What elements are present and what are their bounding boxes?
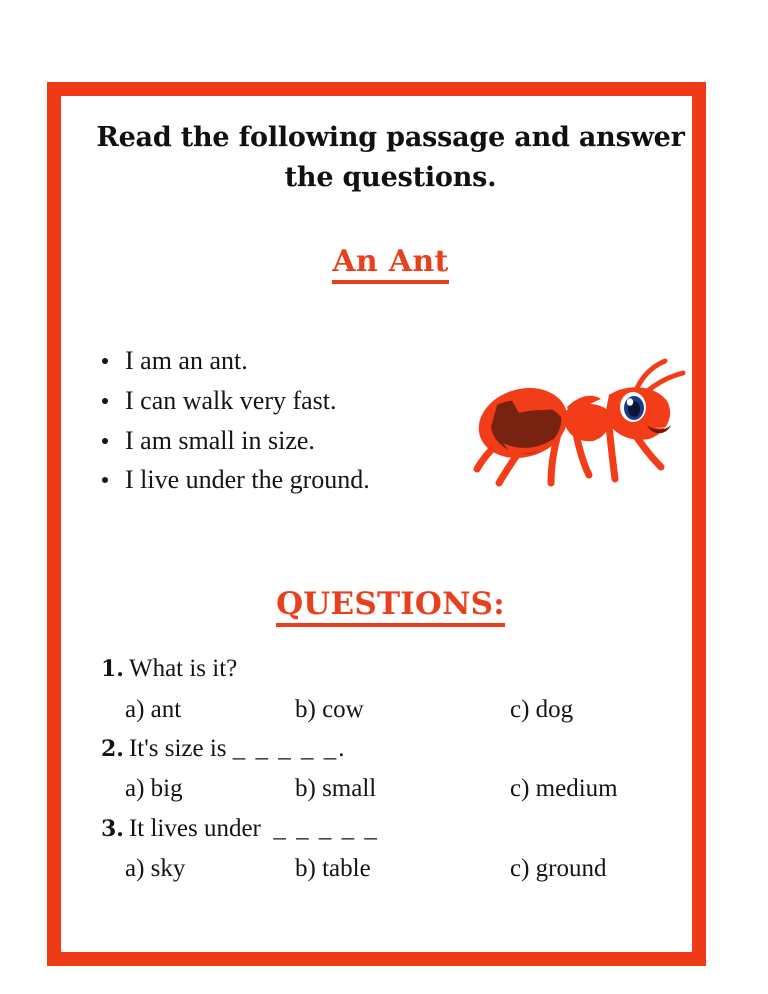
questions-heading-container xyxy=(75,586,706,627)
option-2c[interactable]: c) medium xyxy=(510,775,618,803)
question-1-text: What is it? xyxy=(128,655,238,682)
orange-border-frame xyxy=(47,82,706,966)
option-2b[interactable]: b) small xyxy=(295,775,377,803)
worksheet-content xyxy=(61,96,692,952)
question-2-options xyxy=(101,773,701,804)
question-2-number: 2. xyxy=(101,735,124,762)
list-item: I am small in size. xyxy=(125,421,505,461)
question-2-prompt xyxy=(101,734,701,765)
list-item: I live under the ground. xyxy=(125,460,505,500)
ant-illustration xyxy=(451,351,701,501)
question-1-options xyxy=(101,694,701,725)
question-2-text: It's size is xyxy=(128,734,227,762)
page-title: Read the following passage and answer the questions. xyxy=(96,122,685,193)
option-3b[interactable]: b) table xyxy=(295,855,371,882)
question-block-3 xyxy=(101,814,701,885)
option-1c[interactable]: c) dog xyxy=(510,695,574,723)
passage-bullet-list xyxy=(83,341,505,500)
question-3-prompt xyxy=(101,814,701,845)
question-1-number: 1. xyxy=(101,656,124,682)
questions-list xyxy=(101,654,701,893)
question-2-blank: _ _ _ _ _. xyxy=(232,734,347,762)
option-2a[interactable]: a) big xyxy=(125,775,183,803)
passage-title-container xyxy=(75,244,706,284)
question-3-number: 3. xyxy=(101,815,124,842)
option-1a[interactable]: a) ant xyxy=(125,695,182,723)
list-item: I am an ant. xyxy=(125,341,505,381)
question-block-2 xyxy=(101,734,701,805)
option-1b[interactable]: b) cow xyxy=(295,695,364,723)
list-item: I can walk very fast. xyxy=(125,381,505,421)
option-3a[interactable]: a) sky xyxy=(125,855,186,882)
passage-title: An Ant xyxy=(332,244,448,284)
question-1-prompt xyxy=(101,654,701,685)
questions-heading: QUESTIONS: xyxy=(276,586,505,627)
question-3-options xyxy=(101,853,701,884)
option-3c[interactable]: c) ground xyxy=(510,855,607,882)
question-3-text: It lives under xyxy=(128,814,261,842)
question-3-blank: _ _ _ _ _ xyxy=(273,814,379,842)
question-block-1 xyxy=(101,654,701,725)
